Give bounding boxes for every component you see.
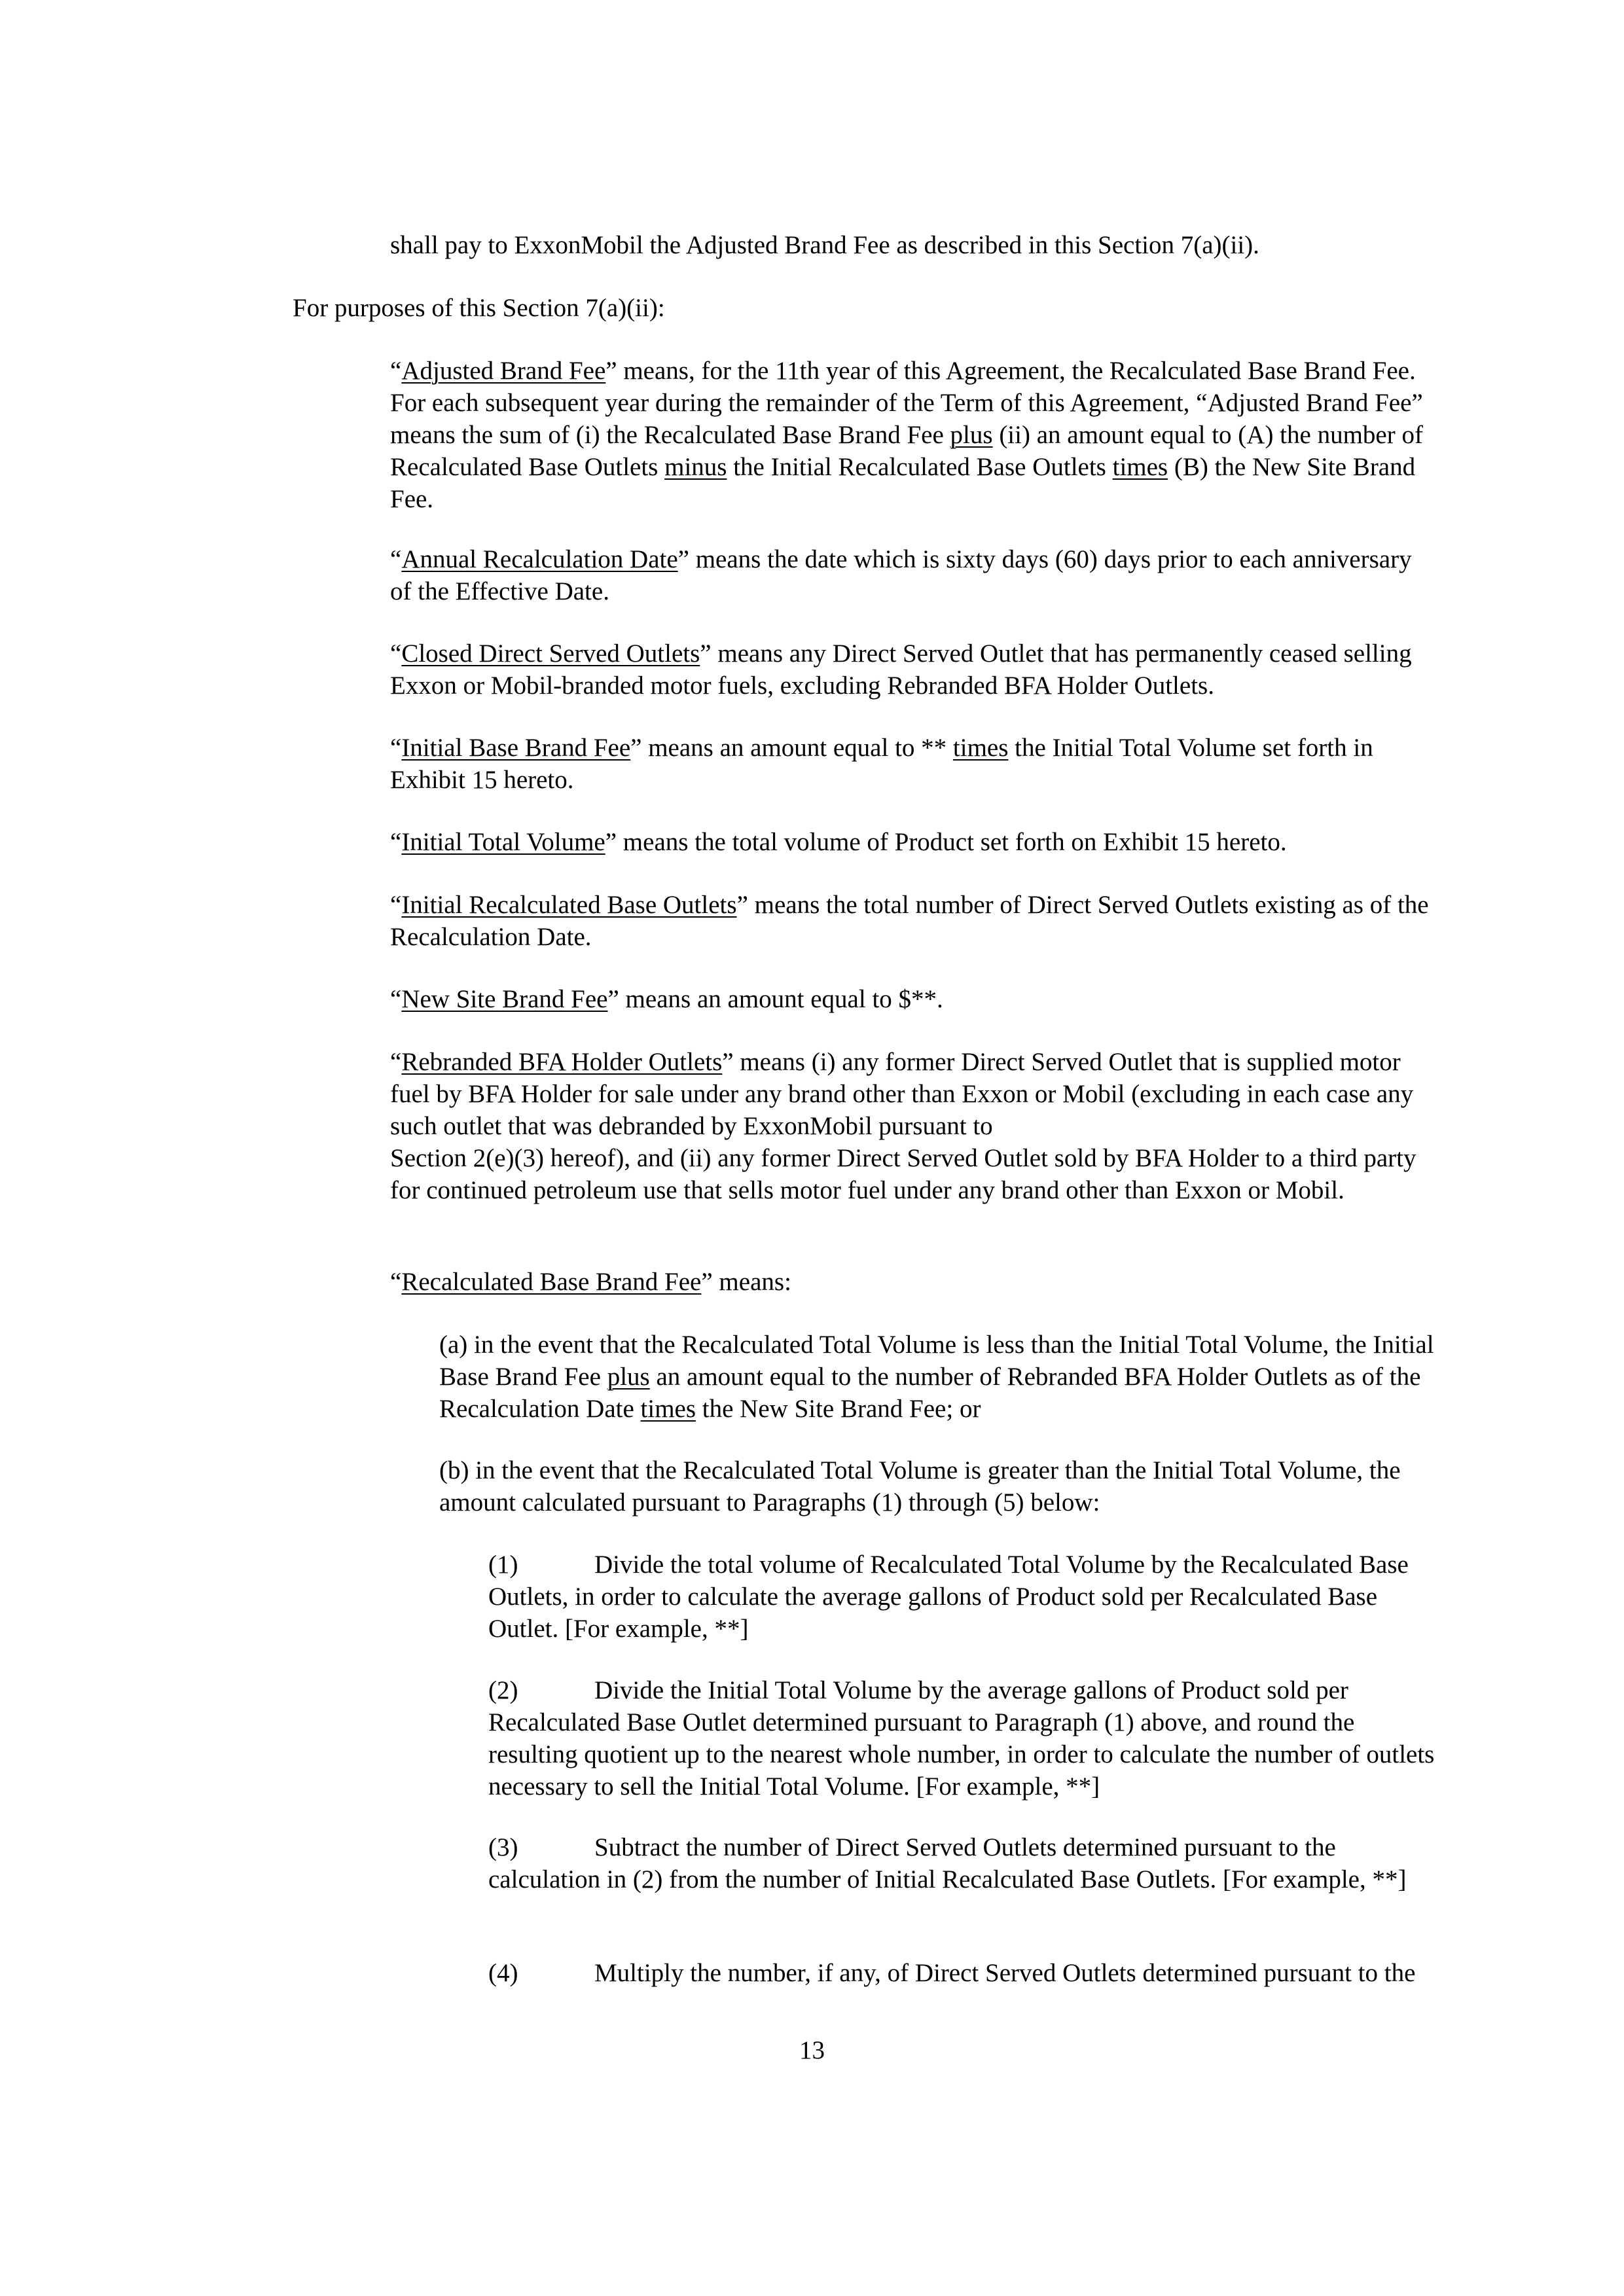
underlined-minus: minus	[664, 453, 727, 481]
definition-text: ” means:	[701, 1268, 791, 1296]
underlined-plus: plus	[950, 421, 993, 449]
defined-term: Initial Base Brand Fee	[401, 734, 631, 762]
underlined-times: times	[952, 734, 1009, 762]
defined-term: Closed Direct Served Outlets	[401, 639, 700, 668]
definition-adjusted-brand-fee	[390, 355, 1437, 515]
defined-term: New Site Brand Fee	[401, 985, 608, 1013]
page-number: 13	[799, 2036, 825, 2064]
definition-text: ” means, for the 11th year of this Agreement, the Recalculated Base Brand Fee. For each subsequent year during the remainder of the Term of this Agreement, “Adjusted Brand Fee” means the sum of (i) the Recalculated Base Brand Fee	[390, 357, 1423, 449]
open-quote: “	[390, 891, 402, 919]
subparagraph-text: the New Site Brand Fee; or	[696, 1395, 981, 1423]
subparagraph-a	[439, 1329, 1439, 1425]
step-text: Divide the total volume of Recalculated Total Volume by the Recalculated Base Outlets, in order to calculate the average gallons of Product sold per Recalculated Base Outlet. [For example, **]	[488, 1551, 1409, 1643]
definition-new-site-brand-fee	[390, 983, 1437, 1015]
step-text: Multiply the number, if any, of Direct Served Outlets determined pursuant to the	[594, 1959, 1416, 1987]
subparagraph-text: an amount equal to the number of Rebranded BFA Holder Outlets as of the Recalculation Date	[439, 1363, 1421, 1423]
subparagraph-b: (b) in the event that the Recalculated Total Volume is greater than the Initial Total Volume, the amount calculated pursuant to Paragraphs (1) through (5) below:	[439, 1456, 1401, 1516]
definition-text: ” means the total volume of Product set forth on Exhibit 15 hereto.	[605, 828, 1287, 856]
open-quote: “	[390, 734, 402, 762]
underlined-plus: plus	[607, 1363, 650, 1391]
open-quote: “	[390, 1268, 402, 1296]
purposes-line: For purposes of this Section 7(a)(ii):	[293, 294, 665, 322]
step-2	[488, 1674, 1439, 1803]
definition-annual-recalculation-date	[390, 543, 1437, 607]
definition-rebranded-bfa-holder-outlets	[390, 1046, 1437, 1206]
open-quote: “	[390, 1048, 402, 1076]
definition-text: ” means an amount equal to **	[630, 734, 953, 762]
underlined-times: times	[640, 1395, 696, 1423]
step-text: Divide the Initial Total Volume by the average gallons of Product sold per Recalculated Base Outlet determined pursuant to Paragraph (1) above, and round the resulting quotient up to the nearest whole number, in order to calculate the number of outlets necessary to sell the Initial Total Volume. [For example, **]	[488, 1676, 1435, 1801]
defined-term: Recalculated Base Brand Fee	[401, 1268, 702, 1296]
step-3	[488, 1831, 1439, 1895]
open-quote: “	[390, 985, 402, 1013]
definition-text: ” means the total number of Direct Served Outlets existing as of the Recalculation Date.	[390, 891, 1429, 951]
definition-text: ” means (i) any former Direct Served Outlet that is supplied motor fuel by BFA Holder for sale under any brand other than Exxon or Mobil (excluding in each case any such outlet that was debranded by ExxonMobil pursuant to	[390, 1048, 1414, 1140]
intro-line: shall pay to ExxonMobil the Adjusted Brand Fee as described in this Section 7(a)(ii).	[390, 231, 1259, 259]
definition-text: Section 2(e)(3) hereof), and (ii) any former Direct Served Outlet sold by BFA Holder to a third party for continued petroleum use that sells motor fuel under any brand other than Exxon or Mobil.	[390, 1144, 1416, 1204]
step-number: (3)	[488, 1833, 518, 1861]
underlined-times: times	[1112, 453, 1168, 481]
open-quote: “	[390, 357, 402, 385]
defined-term: Initial Recalculated Base Outlets	[401, 891, 737, 919]
step-1	[488, 1549, 1439, 1645]
subparagraph-text: (a) in the event that the Recalculated Total Volume is less than the Initial Total Volume, the Initial Base Brand Fee	[439, 1331, 1434, 1391]
defined-term: Annual Recalculation Date	[401, 545, 678, 573]
defined-term: Rebranded BFA Holder Outlets	[401, 1048, 723, 1076]
definition-text: ” means the date which is sixty days (60) days prior to each anniversary of the Effective Date.	[390, 545, 1412, 605]
open-quote: “	[390, 828, 402, 856]
open-quote: “	[390, 639, 402, 668]
step-number: (4)	[488, 1959, 518, 1987]
definition-initial-recalculated-base-outlets	[390, 889, 1437, 953]
step-4	[488, 1957, 1439, 1989]
definition-text: ” means an amount equal to $**.	[607, 985, 943, 1013]
definition-closed-direct-served-outlets	[390, 637, 1437, 702]
definition-text: the Initial Recalculated Base Outlets	[727, 453, 1113, 481]
open-quote: “	[390, 545, 402, 573]
definition-text: the Initial Total Volume set forth in Exhibit 15 hereto.	[390, 734, 1373, 794]
step-number: (1)	[488, 1551, 518, 1579]
definition-text: (ii) an amount equal to (A) the number of Recalculated Base Outlets	[390, 421, 1423, 481]
definition-initial-total-volume	[390, 826, 1437, 858]
defined-term: Initial Total Volume	[401, 828, 605, 856]
definition-recalculated-base-brand-fee	[390, 1266, 1437, 1298]
step-text: Subtract the number of Direct Served Outlets determined pursuant to the calculation in (2) from the number of Initial Recalculated Base Outlets. [For example, **]	[488, 1833, 1407, 1893]
definition-text: (B) the New Site Brand Fee.	[390, 453, 1416, 513]
definition-initial-base-brand-fee	[390, 732, 1437, 796]
step-number: (2)	[488, 1676, 518, 1704]
definition-text: ” means any Direct Served Outlet that has permanently ceased selling Exxon or Mobil-branded motor fuels, excluding Rebranded BFA Holder Outlets.	[390, 639, 1412, 700]
defined-term: Adjusted Brand Fee	[401, 357, 606, 385]
